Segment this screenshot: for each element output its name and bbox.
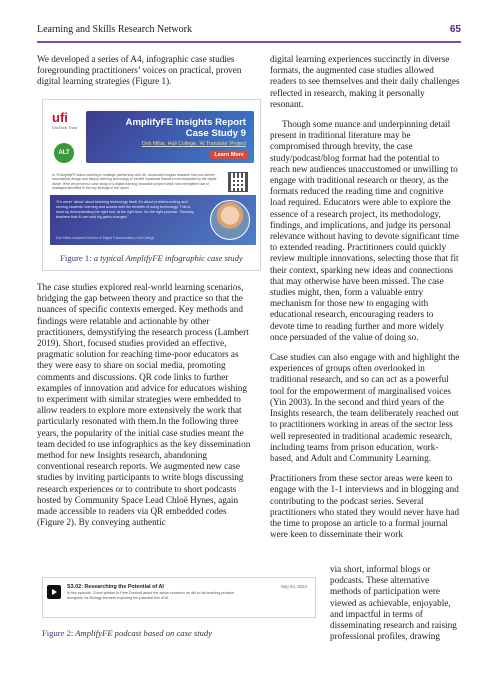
infographic-quote-panel [50, 195, 256, 245]
portrait-photo [210, 200, 250, 240]
left-column [37, 54, 255, 97]
ufi-logo: ufi VocTech Trust [52, 110, 78, 130]
running-header [37, 24, 461, 39]
qr-code-icon [228, 172, 248, 192]
infographic-banner [46, 103, 257, 169]
journal-title: Learning and Skills Research Network [37, 24, 192, 35]
right-column [270, 54, 460, 540]
infographic-quote-attribution: Dob Millar, Assistant Director of Digital Transformation, Hull College [56, 236, 155, 240]
page-number: 65 [449, 24, 461, 35]
infographic-author: Dob Millar, Hull College, ‘AI Translate’ Project [141, 141, 246, 147]
podcast-description: In this episode, Chloë speaks to Pete Dunford about the action research he did in his teaching practice alongside his Biology learners exploring the potential ties of AI. [67, 591, 235, 600]
right-column-continued [330, 564, 461, 642]
learn-more-button: Learn More [210, 151, 248, 159]
infographic-title-box [86, 111, 254, 163]
play-icon [47, 585, 61, 599]
paragraph-digital-experiences: digital learning experiences succinctly in diverse formats, the augmented case studies allowed readers to see themselves and their daily challenges reflected in research, making it personally resonant. [270, 54, 460, 109]
infographic-card [46, 103, 257, 247]
infographic-quote: “It’s never ‘about’ about teaching technology itself; it’s about problem-solving and serving students’ learning and access with the benefits of using technology. This is done by demonstrating the right tool, at the right time, for the right purpose. Showing teachers that AI can add big gains changes.” [56, 200, 194, 219]
paragraph-practitioners-continued: via short, informal blogs or podcasts. These alternative methods of participation were viewed as achievable, enjoyable, and impactful in terms of disseminating research and raising professional profiles, drawing [330, 564, 457, 642]
paragraph-nuance: Though some nuance and underpinning detail present in traditional literature may be compromised through brevity, the case study/podcast/blog format had the potential to reach new audiences unaccustomed or unwilling to engage with traditional research or theory, as the formats reduced the reading time and cognitive load required. Educators were able to explore the essence of a research project, its methodology, findings, and implications, and judge its personal relevance without having to devote significant time to extended reading. Practitioners could quickly review multiple innovations, selecting those that fit their context, sparking new ideas and connections that may otherwise have been missed. The case studies might, then, form a valuable entry mechanism for those new to engaging with educational research, encouraging readers to devote time to reading further and more widely once persuaded of the value of doing so. [270, 119, 459, 342]
paragraph-case-studies: The case studies explored real-world learning scenarios, bridging the gap between theory and practice so that the nuances of specific contexts emerged. Key methods and findings were relatable and actionable by other practitioners, demystifying the research process (Lambert 2019). Short, focused studies provided an effective, pragmatic solution for reaching time-poor educators as they were easy to share on social media, promoting comments and discussions. QR code links to further examples of innovation and advice for educators wishing to experiment with similar strategies were embedded to allow readers to explore more extensively the work that particularly resonated with them.In the following three years, the popularity of the initial case studies meant the team decided to use infographics as the key dissemination method for new Insights research, abandoning conventional research reports. We augmented new case studies by inviting participants to write blogs discussing research experiences or to contribute to short podcasts hosted by Community Space Lead Chloë Hynes, again made accessible to readers via QR embedded codes (Figure 2). By conveying authentic [37, 282, 251, 528]
left-column-body [37, 282, 255, 528]
paragraph-practitioners: Practitioners from these sector areas were keen to engage with the 1-1 interviews and in blogging and contributing to the podcast series. Several practitioners who stated they would never have had the time to propose an article to a formal journal were keen to disseminate their work [270, 473, 460, 540]
paragraph-overlooked-groups: Case studies can also engage with and highlight the experiences of groups often overlooked in traditional research, and so can act as a powerful tool for the empowerment of marginalised voices (Yin 2003). In the second and third years of the Insights research, the team deliberately reached out to practitioners working in areas of the sector less well represented in traditional academic research, including teams from prison education, work-based, and Adult and Community Learning. [270, 352, 460, 463]
figure-1-caption: Figure 1: a typical AmplifyFE infographic case study [60, 253, 243, 263]
header-divider [37, 41, 461, 43]
figure-2-caption: Figure 2: AmplifyFE podcast based on case study [42, 628, 213, 638]
figure-2 [42, 577, 316, 618]
infographic-title: AmplifyFE Insights Report Case Study 9 [125, 117, 246, 139]
paragraph-intro: We developed a series of A4, infographic case studies foregrounding practitioners’ voices on practical, proven digital learning strategies (Figure 1). [37, 54, 242, 87]
podcast-date: Sep 04, 2024 [280, 584, 307, 589]
partner-badge-icon: ALT [54, 143, 74, 163]
infographic-intro: In 75 AmplifyFE teams working in strategic partnership with Ufi, conducted Insights research into how eleven successfully design and deploy learning technology to benefit vocational learners most impacted by the digital divide. Here we present a case study of a digital learning innovation project which has exemplified use of strategies identified in the key findings of the report. [52, 173, 217, 191]
podcast-episode-title: S3.02: Researching the Potential of AI [67, 584, 164, 590]
figure-1 [42, 99, 261, 271]
